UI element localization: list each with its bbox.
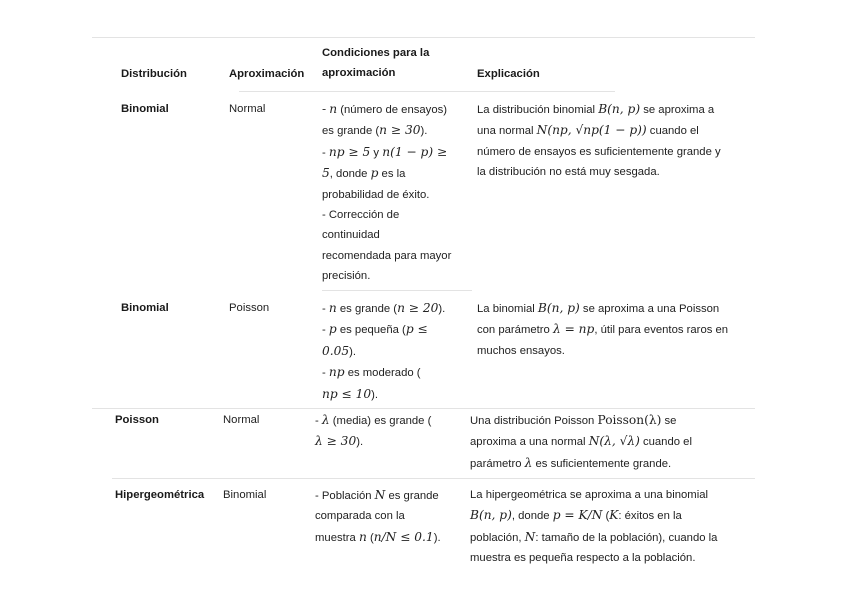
text-segment: comparada con la — [315, 510, 405, 523]
math-expression: p — [370, 166, 379, 181]
row-distribution: Binomial — [121, 103, 169, 115]
text-segment: , donde — [329, 168, 371, 181]
text-segment: ). — [356, 436, 364, 449]
text-segment: ). — [420, 125, 428, 138]
text-segment: (número de ensayos) — [337, 104, 448, 116]
text-segment: se aproxima a una Poisson — [579, 303, 720, 315]
text-segment: una normal — [477, 125, 537, 138]
math-expression: n ≥ 30 — [379, 123, 421, 138]
row-approximation: Normal — [223, 414, 260, 426]
math-expression: n ≥ 20 — [397, 301, 439, 315]
text-segment: , donde — [511, 510, 553, 523]
row-explanation — [477, 298, 728, 361]
math-expression: 0.05 — [322, 343, 350, 358]
text-segment: - — [322, 324, 329, 337]
text-line — [470, 548, 717, 568]
math-expression: N — [374, 488, 386, 502]
math-expression: λ ≥ 30 — [315, 434, 357, 449]
row-conditions — [322, 298, 445, 405]
text-line — [470, 485, 717, 505]
text-line — [315, 431, 431, 452]
row-distribution: Hipergeométrica — [115, 489, 205, 501]
text-segment: , útil para eventos raros en — [594, 324, 729, 337]
text-segment: (media) es grande ( — [329, 415, 432, 427]
math-expression: np ≥ 5 — [328, 144, 371, 159]
math-expression: n — [358, 529, 367, 544]
text-segment: es la — [378, 168, 406, 181]
header-conditions-line-2: aproximación — [322, 67, 396, 80]
text-segment: parámetro — [470, 457, 525, 470]
text-segment: probabilidad de éxito. — [322, 188, 430, 201]
text-segment: es pequeña ( — [336, 324, 406, 337]
row-explanation — [477, 99, 721, 183]
text-line — [470, 527, 717, 548]
math-expression: λ — [524, 455, 533, 470]
text-segment: con parámetro — [477, 324, 553, 337]
text-segment: la distribución no está muy sesgada. — [477, 166, 660, 179]
text-line — [470, 410, 692, 431]
text-line — [322, 246, 451, 266]
row-explanation — [470, 410, 692, 474]
text-line — [322, 142, 451, 163]
math-expression: λ = np — [552, 322, 595, 337]
text-line — [315, 506, 441, 526]
text-segment: es suficientemente grande. — [532, 457, 672, 470]
row-divider — [322, 290, 472, 291]
math-expression: B(n, p) — [537, 301, 580, 315]
text-line — [470, 431, 692, 452]
text-line — [477, 319, 728, 340]
math-expression: - — [322, 102, 327, 116]
header-explanation: Explicación — [477, 68, 540, 80]
text-line — [315, 410, 431, 431]
text-line — [315, 485, 441, 506]
text-line — [477, 120, 721, 141]
math-expression: p — [328, 322, 337, 337]
text-line — [477, 341, 728, 361]
text-segment: es moderado ( — [344, 367, 421, 380]
text-segment: ( — [602, 510, 610, 523]
text-segment: recomendada para mayor — [322, 249, 452, 262]
text-line — [322, 266, 451, 286]
text-segment: - Población — [315, 490, 375, 502]
text-line — [470, 505, 717, 526]
text-segment: aproxima a una normal — [470, 436, 589, 449]
text-line — [322, 225, 451, 245]
math-expression: N(λ, √λ) — [588, 434, 640, 449]
text-segment: La hipergeométrica se aproxima a una binomial — [470, 489, 708, 501]
row-conditions — [315, 410, 431, 453]
header-divider — [239, 91, 615, 92]
text-segment: continuidad — [322, 229, 380, 242]
row-approximation: Poisson — [229, 302, 270, 314]
text-segment: - — [322, 367, 329, 380]
text-line — [470, 453, 692, 474]
row-distribution: Binomial — [121, 302, 169, 314]
text-segment: - — [315, 415, 322, 427]
row-conditions — [322, 99, 451, 287]
math-expression: n(1 − p) ≥ — [382, 144, 448, 159]
text-segment: muchos ensayos. — [477, 344, 565, 357]
math-expression: B(n, p) — [470, 508, 512, 523]
text-segment: es grande ( — [322, 125, 380, 138]
text-segment: - Corrección de — [322, 209, 400, 222]
text-line — [477, 298, 728, 319]
text-segment: es grande ( — [336, 303, 398, 315]
text-segment: cuando el — [646, 125, 699, 138]
header-approximation: Aproximación — [229, 68, 305, 80]
text-line — [322, 362, 445, 383]
header-conditions — [322, 43, 429, 84]
text-segment: : éxitos en la — [618, 510, 682, 523]
text-segment: - — [322, 146, 329, 159]
text-segment: ). — [371, 388, 379, 401]
row-approximation: Binomial — [223, 489, 267, 501]
text-line — [322, 205, 451, 225]
row-approximation: Normal — [229, 103, 266, 115]
text-line — [322, 185, 451, 205]
text-segment: número de ensayos es suficientemente grande y — [477, 145, 721, 158]
math-expression: n — [328, 301, 337, 315]
text-line — [315, 527, 441, 548]
math-expression: K — [609, 508, 619, 523]
text-segment: muestra es pequeña respecto a la población. — [470, 552, 696, 565]
text-segment: La binomial — [477, 303, 538, 315]
text-segment: población, — [470, 531, 525, 544]
math-expression: N(np, √np(1 − p)) — [536, 123, 647, 138]
math-expression: 5 — [322, 166, 330, 181]
table-top-rule — [92, 37, 755, 38]
text-segment: : tamaño de la población), cuando la — [535, 531, 718, 544]
text-segment: muestra — [315, 531, 359, 544]
text-line — [322, 99, 451, 120]
text-line — [477, 142, 721, 162]
text-segment: ( — [366, 531, 374, 544]
row-conditions — [315, 485, 441, 548]
text-line — [322, 120, 451, 141]
math-expression: Poisson(λ) — [597, 413, 662, 427]
text-line — [477, 162, 721, 182]
text-segment: ). — [438, 303, 446, 315]
row-divider — [92, 408, 755, 409]
text-segment: ). — [433, 531, 441, 544]
math-expression: n/N ≤ 0.1 — [373, 529, 434, 544]
text-segment: Una distribución Poisson — [470, 415, 598, 427]
math-expression: p = K/N — [552, 508, 603, 523]
header-distribution: Distribución — [121, 68, 187, 80]
text-line — [477, 99, 721, 120]
text-segment: se aproxima a — [640, 104, 715, 116]
row-explanation — [470, 485, 717, 569]
text-segment: es grande — [385, 490, 439, 502]
math-expression: np — [328, 365, 345, 380]
header-conditions-line-1: Condiciones para la — [322, 47, 430, 59]
text-line — [322, 298, 445, 319]
text-line — [322, 384, 445, 405]
text-segment: - — [322, 303, 329, 315]
text-segment: precisión. — [322, 270, 371, 283]
text-segment: se — [661, 415, 677, 427]
math-expression: N — [524, 529, 536, 544]
text-line — [322, 319, 445, 340]
math-expression: np ≤ 10 — [322, 386, 372, 401]
text-line — [322, 341, 445, 362]
math-expression: p ≤ — [405, 322, 428, 337]
row-divider — [112, 478, 755, 479]
text-segment: cuando el — [639, 436, 692, 449]
math-expression: λ — [321, 413, 330, 427]
math-expression: n — [329, 102, 338, 116]
text-line — [322, 163, 451, 184]
text-segment: ). — [349, 345, 357, 358]
text-segment: La distribución binomial — [477, 104, 599, 116]
math-expression: B(n, p) — [598, 102, 641, 116]
text-segment: y — [370, 146, 383, 159]
row-distribution: Poisson — [115, 414, 159, 426]
